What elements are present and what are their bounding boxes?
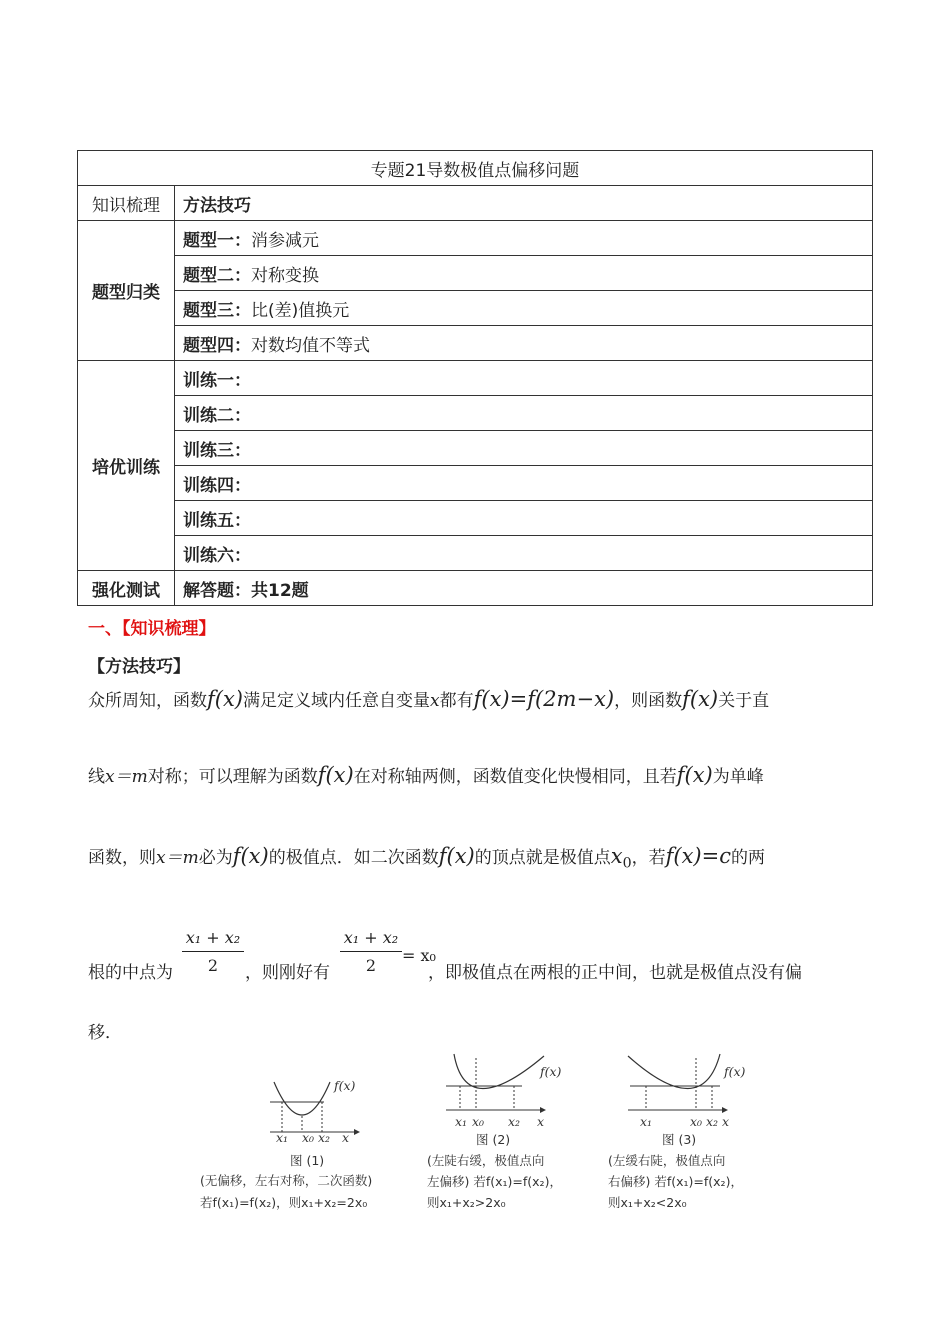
toc-type-head: 题型四：	[183, 335, 251, 356]
paragraph-line-1: 众所周知，函数f(x)满足定义域内任意自变量x都有f(x)=f(2m−x)，则函数f(x)关于直	[88, 687, 770, 711]
fig3-desc3: 则x₁+x₂<2x₀	[608, 1195, 687, 1210]
curve	[454, 1054, 544, 1089]
toc-training-item: 训练四：	[175, 466, 873, 501]
text-span: ，则函数	[614, 691, 683, 711]
math-f2m: f(2m−x)	[527, 687, 615, 711]
curve	[628, 1054, 720, 1089]
text-span: ，则刚好有	[245, 963, 330, 983]
toc-type-head: 题型三：	[183, 300, 251, 321]
math-x: x	[430, 691, 440, 711]
toc-type-row	[78, 291, 873, 326]
fig1-tick-x0: x₀	[302, 1130, 315, 1145]
toc-training-row	[78, 501, 873, 536]
text-span: 必为	[198, 848, 233, 868]
toc-type-text: 对称变换	[251, 265, 319, 286]
section-subheading: 【方法技巧】	[88, 657, 190, 677]
text-span: 在对称轴两侧，函数值变化快慢相同，且若	[353, 767, 677, 787]
toc-type-head: 题型二：	[183, 265, 251, 286]
fraction-denominator: 2	[207, 956, 219, 975]
math-fx: f(x)	[232, 844, 269, 868]
toc-knowledge-item: 方法技巧	[175, 186, 873, 221]
toc-type-item	[175, 221, 873, 256]
fig3-tick-x0: x₀	[690, 1114, 703, 1129]
math-fx: f(x)	[438, 844, 475, 868]
toc-training-item: 训练五：	[175, 501, 873, 536]
math-fx: f(x)	[317, 763, 354, 787]
math-xeqm: x＝m	[156, 848, 199, 868]
toc-test-label: 强化测试	[78, 571, 175, 606]
fig1-axis-label: x	[342, 1130, 350, 1145]
fig2-caption: 图 (2)	[476, 1132, 511, 1147]
toc-training-label: 培优训练	[78, 361, 175, 571]
toc-table	[77, 150, 873, 606]
fig1-curve-label: f(x)	[334, 1078, 356, 1093]
fraction-numerator: x₁ + x₂	[340, 928, 402, 952]
fig1-desc1: (无偏移，左右对称，二次函数)	[200, 1173, 373, 1188]
fig1-tick-x2: x₂	[318, 1130, 331, 1145]
text-span: ，即极值点在两根的正中间，也就是极值点没有偏	[428, 963, 802, 983]
toc-test-row	[78, 571, 873, 606]
text-span: 满足定义域内任意自变量	[243, 691, 431, 711]
toc-type-row	[78, 221, 873, 256]
text-span: ，若	[631, 848, 666, 868]
math-xeqm: x＝m	[105, 767, 148, 787]
fig2-desc3: 则x₁+x₂>2x₀	[427, 1195, 506, 1210]
fig2-curve-label: f(x)	[540, 1064, 562, 1079]
text-span: 的两	[730, 848, 765, 868]
fraction-equation	[340, 928, 402, 975]
fig1-tick-x1: x₁	[276, 1130, 289, 1145]
fig3-desc2: 右偏移) 若f(x₁)=f(x₂)，	[608, 1174, 743, 1189]
text-span: 函数，则	[88, 848, 156, 868]
toc-type-row	[78, 326, 873, 361]
fraction-midpoint	[182, 928, 244, 975]
text-span: 的极值点．如二次函数	[268, 848, 439, 868]
text-span: 根的中点为	[88, 963, 173, 983]
toc-training-row	[78, 466, 873, 501]
fig1-caption: 图 (1)	[290, 1153, 325, 1168]
toc-types-label: 题型归类	[78, 221, 175, 361]
fig2-tick-x2: x₂	[508, 1114, 521, 1129]
toc-training-item: 训练二：	[175, 396, 873, 431]
toc-training-item: 训练三：	[175, 431, 873, 466]
toc-title: 专题21导数极值点偏移问题	[78, 151, 873, 186]
math-x0-sub: 0	[622, 855, 632, 872]
fig3-caption: 图 (3)	[662, 1132, 697, 1147]
toc-training-row	[78, 361, 873, 396]
toc-type-item	[175, 291, 873, 326]
text-span: 的顶点就是极值点	[474, 848, 611, 868]
toc-knowledge-label: 知识梳理	[78, 186, 175, 221]
text-span: 对称；可以理解为函数	[147, 767, 318, 787]
toc-type-text: 对数均值不等式	[251, 335, 370, 356]
paragraph-line-2	[88, 762, 868, 787]
toc-type-row	[78, 256, 873, 291]
figure-2-graph	[440, 1050, 552, 1120]
toc-training-row	[78, 536, 873, 571]
text-span: 众所周知，函数	[88, 691, 207, 711]
fig1-desc2: 若f(x₁)=f(x₂)，则x₁+x₂=2x₀	[200, 1195, 368, 1210]
toc-training-item: 训练一：	[175, 361, 873, 396]
text-span: 关于直	[718, 691, 770, 711]
fig2-axis-label: x	[537, 1114, 545, 1129]
math-fx: f(x)	[473, 687, 510, 711]
fraction-numerator: x₁ + x₂	[182, 928, 244, 952]
fig2-desc2: 左偏移) 若f(x₁)=f(x₂)，	[427, 1174, 562, 1189]
eq-x0: = x₀	[402, 946, 436, 965]
toc-type-text: 消参减元	[251, 230, 319, 251]
axis-arrow	[354, 1129, 360, 1135]
toc-type-head: 题型一：	[183, 230, 251, 251]
fig3-tick-x2: x₂	[706, 1114, 719, 1129]
fig3-desc1: (左缓右陡，极值点向	[608, 1153, 726, 1168]
toc-training-row	[78, 396, 873, 431]
math-fx: f(x)	[682, 687, 719, 711]
paragraph-line-5: 移．	[88, 1023, 122, 1043]
fig3-axis-label: x	[722, 1114, 730, 1129]
math-fx: f(x)	[676, 763, 713, 787]
text-span: 都有	[439, 691, 474, 711]
toc-training-row	[78, 431, 873, 466]
math-fc: f(x)=c	[665, 844, 731, 868]
toc-knowledge-row	[78, 186, 873, 221]
math-fx: f(x)	[207, 687, 244, 711]
fraction-denominator: 2	[365, 956, 377, 975]
figure-3-graph	[622, 1050, 734, 1120]
toc-title-row	[78, 151, 873, 186]
text-span: 为单峰	[712, 767, 764, 787]
fig3-curve-label: f(x)	[724, 1064, 746, 1079]
fig2-tick-x0: x₀	[472, 1114, 485, 1129]
toc-type-item	[175, 326, 873, 361]
fig2-tick-x1: x₁	[455, 1114, 468, 1129]
toc-test-item: 解答题：共12题	[175, 571, 873, 606]
section-heading: 一、【知识梳理】	[88, 619, 216, 639]
toc-training-item: 训练六：	[175, 536, 873, 571]
toc-type-item	[175, 256, 873, 291]
fig3-tick-x1: x₁	[640, 1114, 653, 1129]
toc-type-text: 比(差)值换元	[251, 300, 350, 321]
text-span: 线	[88, 767, 105, 787]
paragraph-line-3	[88, 843, 868, 871]
fig2-desc1: (左陡右缓，极值点向	[427, 1153, 545, 1168]
math-x0: x	[610, 844, 623, 868]
